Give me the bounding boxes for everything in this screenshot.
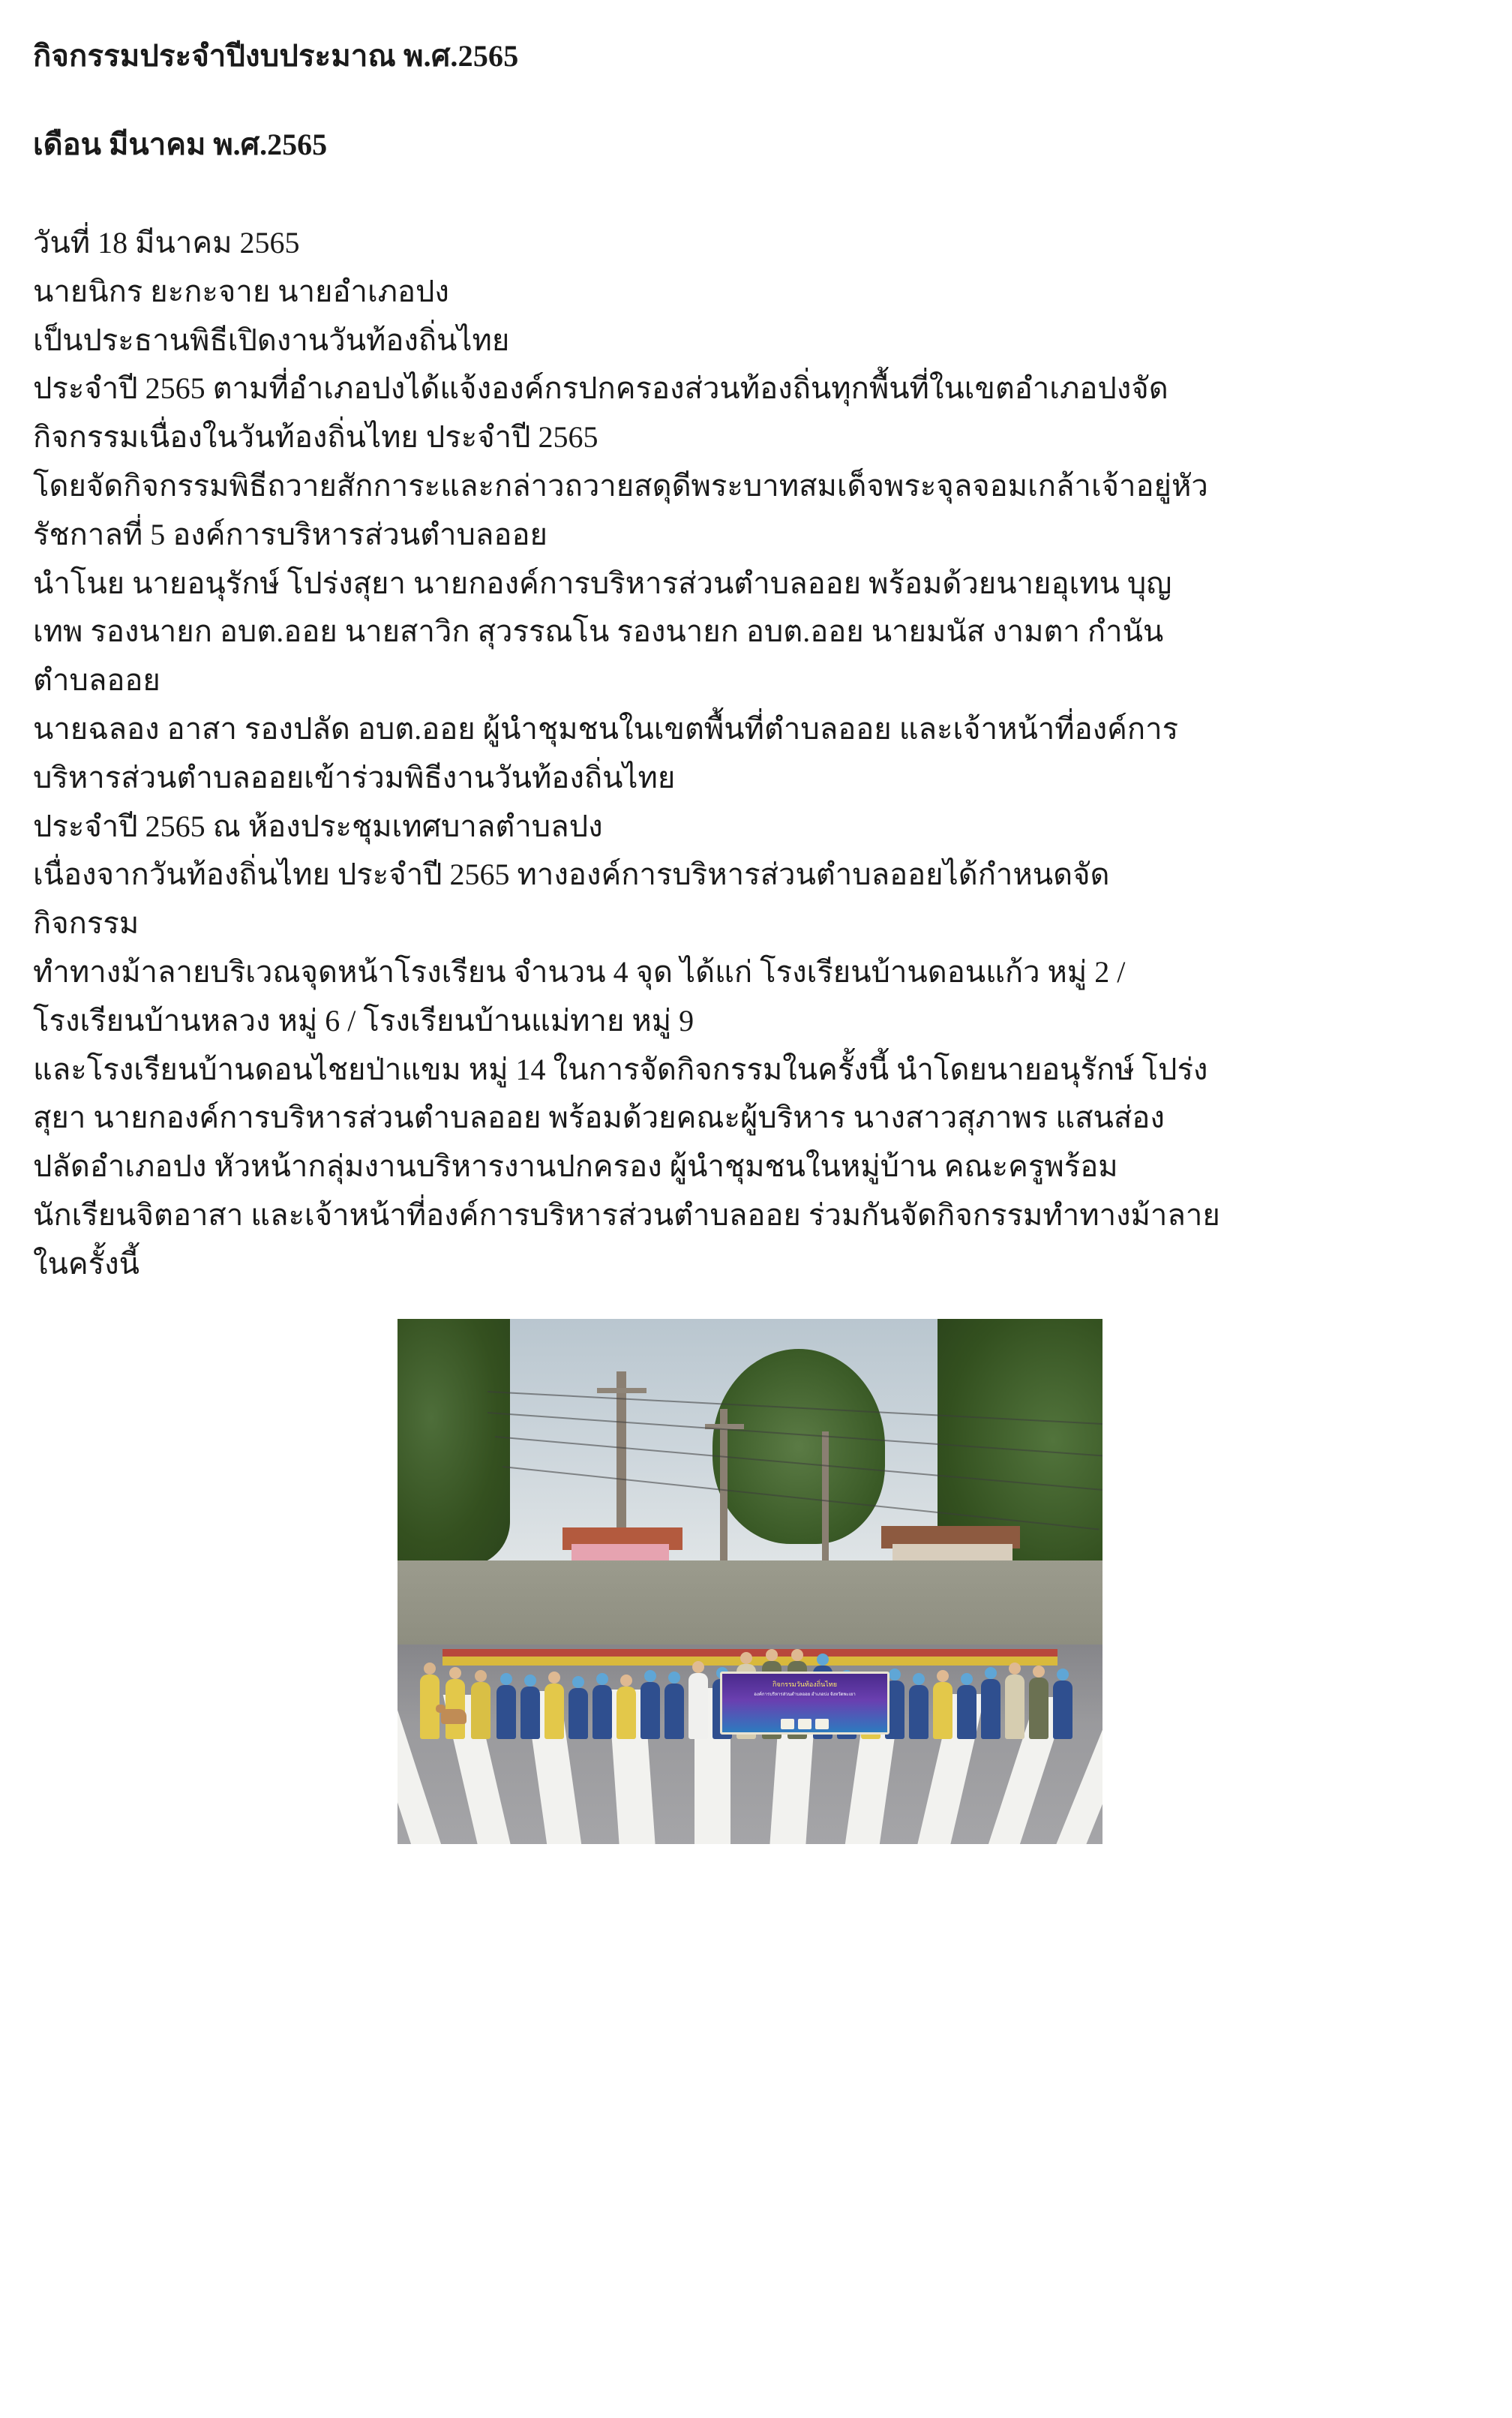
body-line: รัชกาลที่ 5 องค์การบริหารส่วนตำบลออย [33,517,548,551]
banner-logo-icon [798,1719,812,1729]
event-banner [720,1672,890,1735]
body-line: และโรงเรียนบ้านดอนไชยป่าแขม หมู่ 14 ในการจัดกิจกรรมในครั้งนี้ นำโดยนายอนุรักษ์ โปร่ง [33,1052,1208,1086]
event-banner-title: กิจกรรมวันท้องถิ่นไทย [772,1680,838,1688]
pole-crossarm [597,1388,646,1393]
body-line: กิจกรรมเนื่องในวันท้องถิ่นไทย ประจำปี 2565 [33,420,598,455]
body-line: ทำทางม้าลายบริเวณจุดหน้าโรงเรียน จำนวน 4 จุด ได้แก่ โรงเรียนบ้านดอนแก้ว หมู่ 2 / [33,954,1126,989]
event-banner-logos [722,1719,887,1729]
body-line: ตำบลออย [33,663,160,698]
dog [441,1709,466,1724]
document-body [33,219,1467,1289]
body-line: โรงเรียนบ้านหลวง หมู่ 6 / โรงเรียนบ้านแม่ทาย หมู่ 9 [33,1003,694,1038]
body-line: นักเรียนจิตอาสา และเจ้าหน้าที่องค์การบริหารส่วนตำบลออย ร่วมกันจัดกิจกรรมทำทางม้าลาย [33,1197,1220,1232]
body-line: ประจำปี 2565 ณ ห้องประชุมเทศบาลตำบลปง [33,809,603,843]
banner-logo-icon [815,1719,829,1729]
body-line: กิจกรรม [33,906,140,941]
tree-left [398,1319,510,1566]
body-line: เทพ รองนายก อบต.ออย นายสาวิก สุวรรณโน รองนายก อบต.ออย นายมนัส งามตา กำนัน [33,614,1164,649]
body-line: เป็นประธานพิธีเปิดงานวันท้องถิ่นไทย [33,323,510,357]
group-photo-crosswalk-activity [398,1319,1102,1844]
body-line: ประจำปี 2565 ตามที่อำเภอปงได้แจ้งองค์กรปกครองส่วนท้องถิ่นทุกพื้นที่ในเขตอำเภอปงจัด [33,371,1168,406]
photo-container [33,1319,1467,1844]
body-line: วันที่ 18 มีนาคม 2565 [33,226,300,260]
banner-logo-icon [781,1719,794,1729]
body-line: บริหารส่วนตำบลออยเข้าร่วมพิธีงานวันท้องถิ่นไทย [33,760,676,794]
event-banner-subtitle: องค์การบริหารส่วนตำบลออย อำเภอปง จังหวัดพะเยา [754,1692,856,1697]
body-line: นายฉลอง อาสา รองปลัด อบต.ออย ผู้นำชุมชนในเขตพื้นที่ตำบลออย และเจ้าหน้าที่องค์การ [33,711,1179,746]
body-line: ปลัดอำเภอปง หัวหน้ากลุ่มงานบริหารงานปกครอง ผู้นำชุมชนในหมู่บ้าน คณะครูพร้อม [33,1149,1118,1184]
tree-middle [712,1349,885,1544]
body-line: สุยา นายกองค์การบริหารส่วนตำบลออย พร้อมด้วยคณะผู้บริหาร นางสาวสุภาพร แสนส่อง [33,1101,1165,1135]
body-line: โดยจัดกิจกรรมพิธีถวายสักการะและกล่าวถวายสดุดีพระบาทสมเด็จพระจุลจอมเกล้าเจ้าอยู่หัว [33,468,1208,503]
page-subtitle: เดือน มีนาคม พ.ศ.2565 [33,128,328,161]
body-line: นายนิกร ยะกะจาย นายอำเภอปง [33,274,449,308]
body-line: ในครั้งนี้ [33,1246,140,1281]
body-line: นำโนย นายอนุรักษ์ โปร่งสุยา นายกองค์การบริหารส่วนตำบลออย พร้อมด้วยนายอุเทน บุญ [33,566,1172,600]
body-line: เนื่องจากวันท้องถิ่นไทย ประจำปี 2565 ทางองค์การบริหารส่วนตำบลออยได้กำหนดจัด [33,858,1110,892]
page-title: กิจกรรมประจำปีงบประมาณ พ.ศ.2565 [33,39,519,73]
